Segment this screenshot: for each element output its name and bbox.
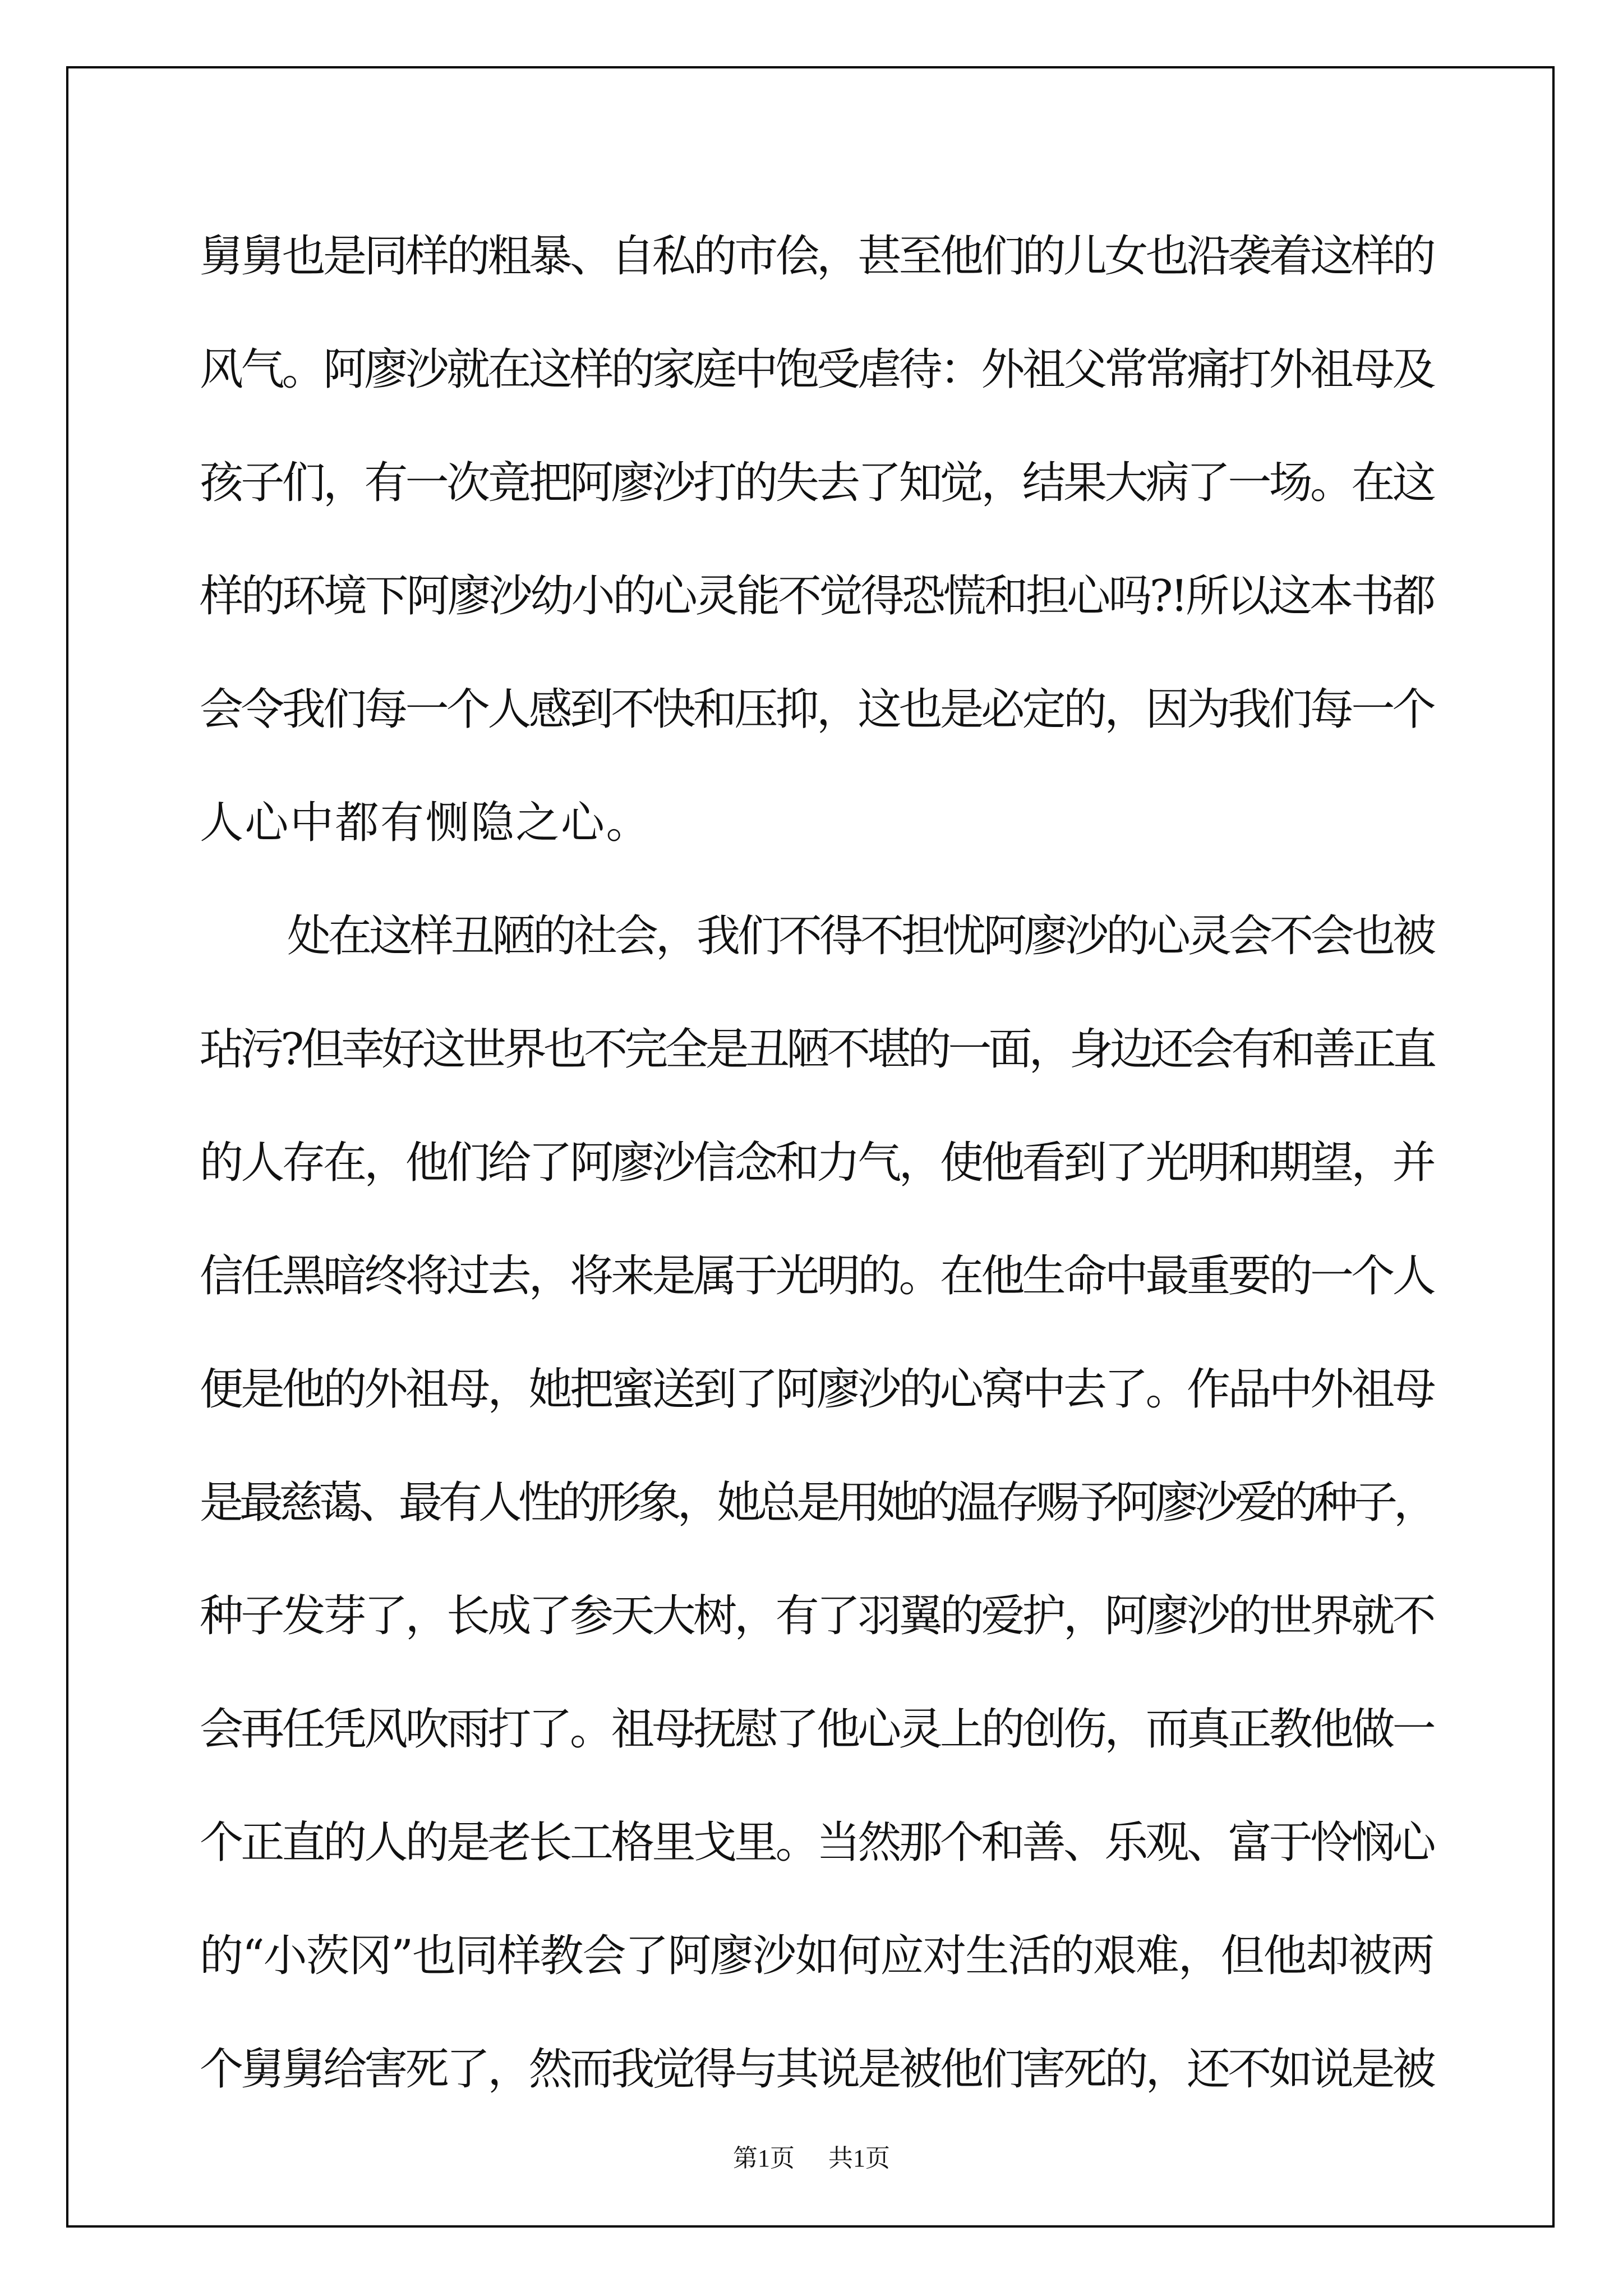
text-line-7: 处在这样丑陋的社会，我们不得不担忧阿廖沙的心灵会不会也被: [287, 911, 1433, 961]
text-line-3: 孩子们，有一次竟把阿廖沙打的失去了知觉，结果大病了一场。在这: [200, 458, 1433, 508]
text-line-4: 样的环境下阿廖沙幼小的心灵能不觉得恐慌和担心吗?!所以这本书都: [200, 571, 1433, 622]
page-footer: [0, 2142, 1623, 2175]
text-line-2: 风气。阿廖沙就在这样的家庭中饱受虐待：外祖父常常痛打外祖母及: [200, 344, 1433, 395]
page-total: 共1页: [828, 2145, 890, 2172]
document-body: [200, 200, 1433, 2126]
text-line-10: 信任黑暗终将过去，将来是属于光明的。在他生命中最重要的一个人: [200, 1251, 1433, 1301]
text-line-1: 舅舅也是同样的粗暴、自私的市侩，甚至他们的儿女也沿袭着这样的: [200, 231, 1433, 282]
text-line-11: 便是他的外祖母，她把蜜送到了阿廖沙的心窝中去了。作品中外祖母: [200, 1364, 1433, 1415]
text-line-16: 的“小茨冈”也同样教会了阿廖沙如何应对生活的艰难，但他却被两: [200, 1931, 1433, 1981]
text-line-15: 个正直的人的是老长工格里戈里。当然那个和善、乐观、富于怜悯心: [200, 1818, 1433, 1868]
text-line-14: 会再任凭风吹雨打了。祖母抚慰了他心灵上的创伤，而真正教他做一: [200, 1704, 1433, 1755]
text-line-13: 种子发芽了，长成了参天大树，有了羽翼的爱护，阿廖沙的世界就不: [200, 1591, 1433, 1641]
text-line-8: 玷污?但幸好这世界也不完全是丑陋不堪的一面，身边还会有和善正直: [200, 1024, 1433, 1075]
text-line-9: 的人存在，他们给了阿廖沙信念和力气，使他看到了光明和期望，并: [200, 1138, 1433, 1188]
text-line-5: 会令我们每一个人感到不快和压抑，这也是必定的，因为我们每一个: [200, 684, 1433, 735]
page-number: 第1页: [733, 2145, 795, 2172]
text-line-12: 是最慈蔼、最有人性的形象，她总是用她的温存赐予阿廖沙爱的种子，: [200, 1478, 1433, 1528]
text-line-6: 人心中都有恻隐之心。: [200, 798, 652, 848]
text-line-17: 个舅舅给害死了，然而我觉得与其说是被他们害死的，还不如说是被: [200, 2044, 1433, 2095]
